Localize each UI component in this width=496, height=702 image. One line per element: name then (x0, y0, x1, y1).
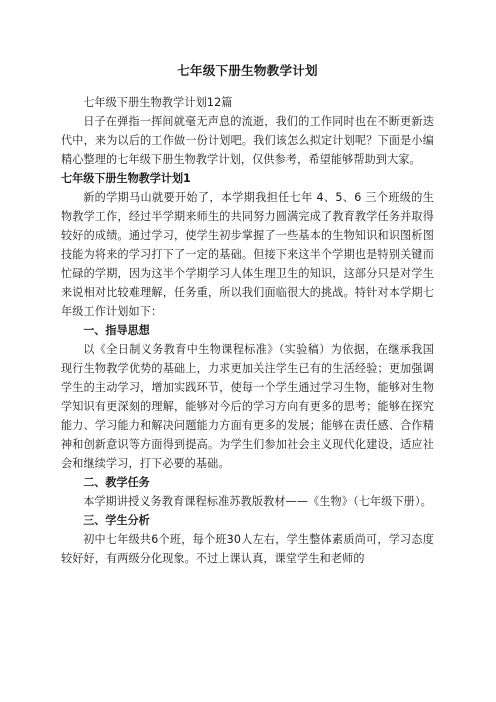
heading-teaching-tasks: 二、教学任务 (83, 476, 150, 489)
section-title: 七年级下册生物教学计划1 (61, 172, 191, 185)
teaching-tasks-paragraph: 本学期讲授义务教育课程标准苏教版教材——《生物》（七年级下册）。 (83, 495, 432, 508)
section-paragraph: 新的学期马山就要开始了，本学期我担任七年 4、5、6 三个班级的生物教学工作，经过半学期来师生的共同努力圆满完成了教育教学任务并取得较好的成绩。通过学习，使学生初步掌握了一些基本的生物知识和识图析图技能为将来的学习打下了一定的基础。但接下来这半个学期也是特别关键而忙碌的学期，因为这半个学期学习人体生理卫生的知识，这部分只是对学生来说相对比较难理解，任务重，所以我们面临很大的挑战。特针对本学期七年级工作计划如下： (61, 191, 434, 318)
heading-guiding-ideology: 一、指导思想 (83, 324, 150, 337)
intro-paragraph: 日子在弹指一挥间就毫无声息的流逝，我们的工作同时也在不断更新迭代中，来为以后的工作做一份计划吧。我们该怎么拟定计划呢？下面是小编精心整理的七年级下册生物教学计划，仅供参考，希望能够帮助到大家。 (61, 115, 434, 166)
page-title: 七年级下册生物教学计划 (177, 63, 318, 78)
heading-student-analysis: 三、学生分析 (83, 514, 150, 527)
student-analysis-paragraph: 初中七年级共6个班，每个班30人左右，学生整体素质尚可，学习态度较好好，有两级分化现象。不过上课认真，课堂学生和老师的 (61, 533, 434, 565)
intro-title: 七年级下册生物教学计划12篇 (83, 96, 233, 109)
guiding-ideology-paragraph: 以《全日制义务教育中生物课程标准》（实验稿）为依据，在继承我国现行生物教学优势的基础上，力求更加关注学生已有的生活经验；更加强调学生的主动学习，增加实践环节，使每一个学生通过学习生物，能够对生物学知识有更深刻的理解，能够对今后的学习方向有更多的思考；能够在探究能力、学习能力和解决问题能力方面有更多的发展；能够在责任感、合作精神和创新意识等方面得到提高。为学生们参加社会主义现代化建设，适应社会和继续学习，打下必要的基础。 (61, 343, 434, 470)
